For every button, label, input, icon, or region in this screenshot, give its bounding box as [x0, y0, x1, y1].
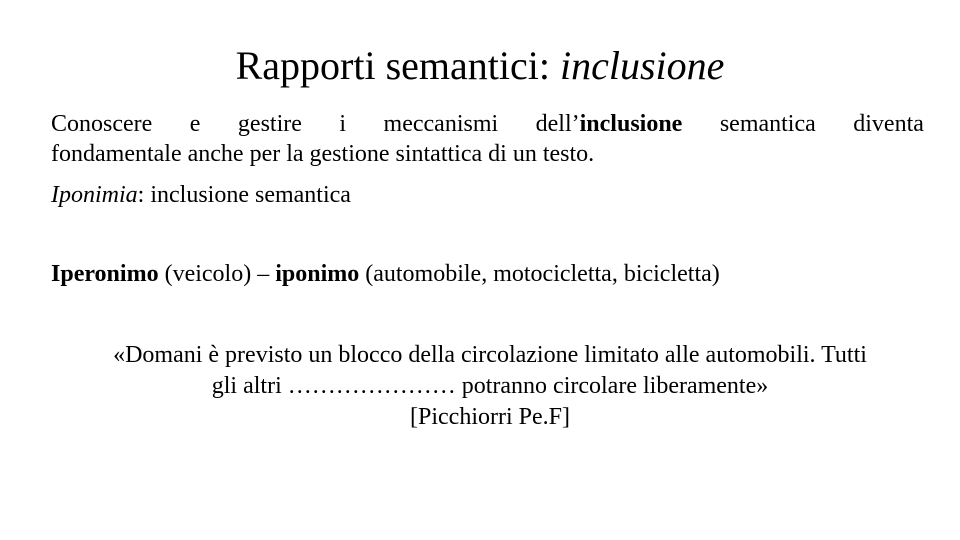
iperonimo-text: (veicolo) –	[158, 261, 276, 287]
bold-inclusione: inclusione	[579, 111, 683, 137]
title-plain: Rapporti semantici:	[235, 43, 560, 88]
iponimia-rest: : inclusione semantica	[137, 182, 351, 208]
word: meccanismi	[383, 111, 499, 137]
word: semantica	[719, 111, 816, 137]
example-quote	[40, 340, 940, 433]
intro-line-1	[51, 109, 924, 139]
iponimo-term: iponimo	[275, 261, 360, 287]
word-inclusione	[536, 109, 683, 139]
iperonimo-term: Iperonimo	[51, 261, 159, 287]
iponimia-term: Iponimia	[51, 182, 138, 208]
title-italic: inclusione	[559, 43, 725, 88]
word: i	[339, 111, 347, 137]
quote-line-2: gli altri ………………… potranno circolare liberamente»	[211, 373, 769, 399]
slide-title	[0, 42, 960, 90]
iponimia-definition	[51, 180, 351, 210]
quote-line-1: «Domani è previsto un blocco della circolazione limitato alle automobili. Tutti	[113, 342, 867, 368]
iperonimo-example	[51, 259, 720, 289]
word: e	[189, 111, 201, 137]
word: diventa	[853, 111, 924, 137]
word: gestire	[237, 111, 302, 137]
word: Conoscere	[51, 111, 153, 137]
iponimo-text: (automobile, motocicletta, bicicletta)	[359, 261, 720, 287]
word-dell: dell’	[535, 111, 580, 137]
intro-paragraph	[51, 109, 924, 169]
quote-source: [Picchiorri Pe.F]	[410, 404, 570, 430]
intro-line-2: fondamentale anche per la gestione sintattica di un testo.	[51, 141, 595, 167]
